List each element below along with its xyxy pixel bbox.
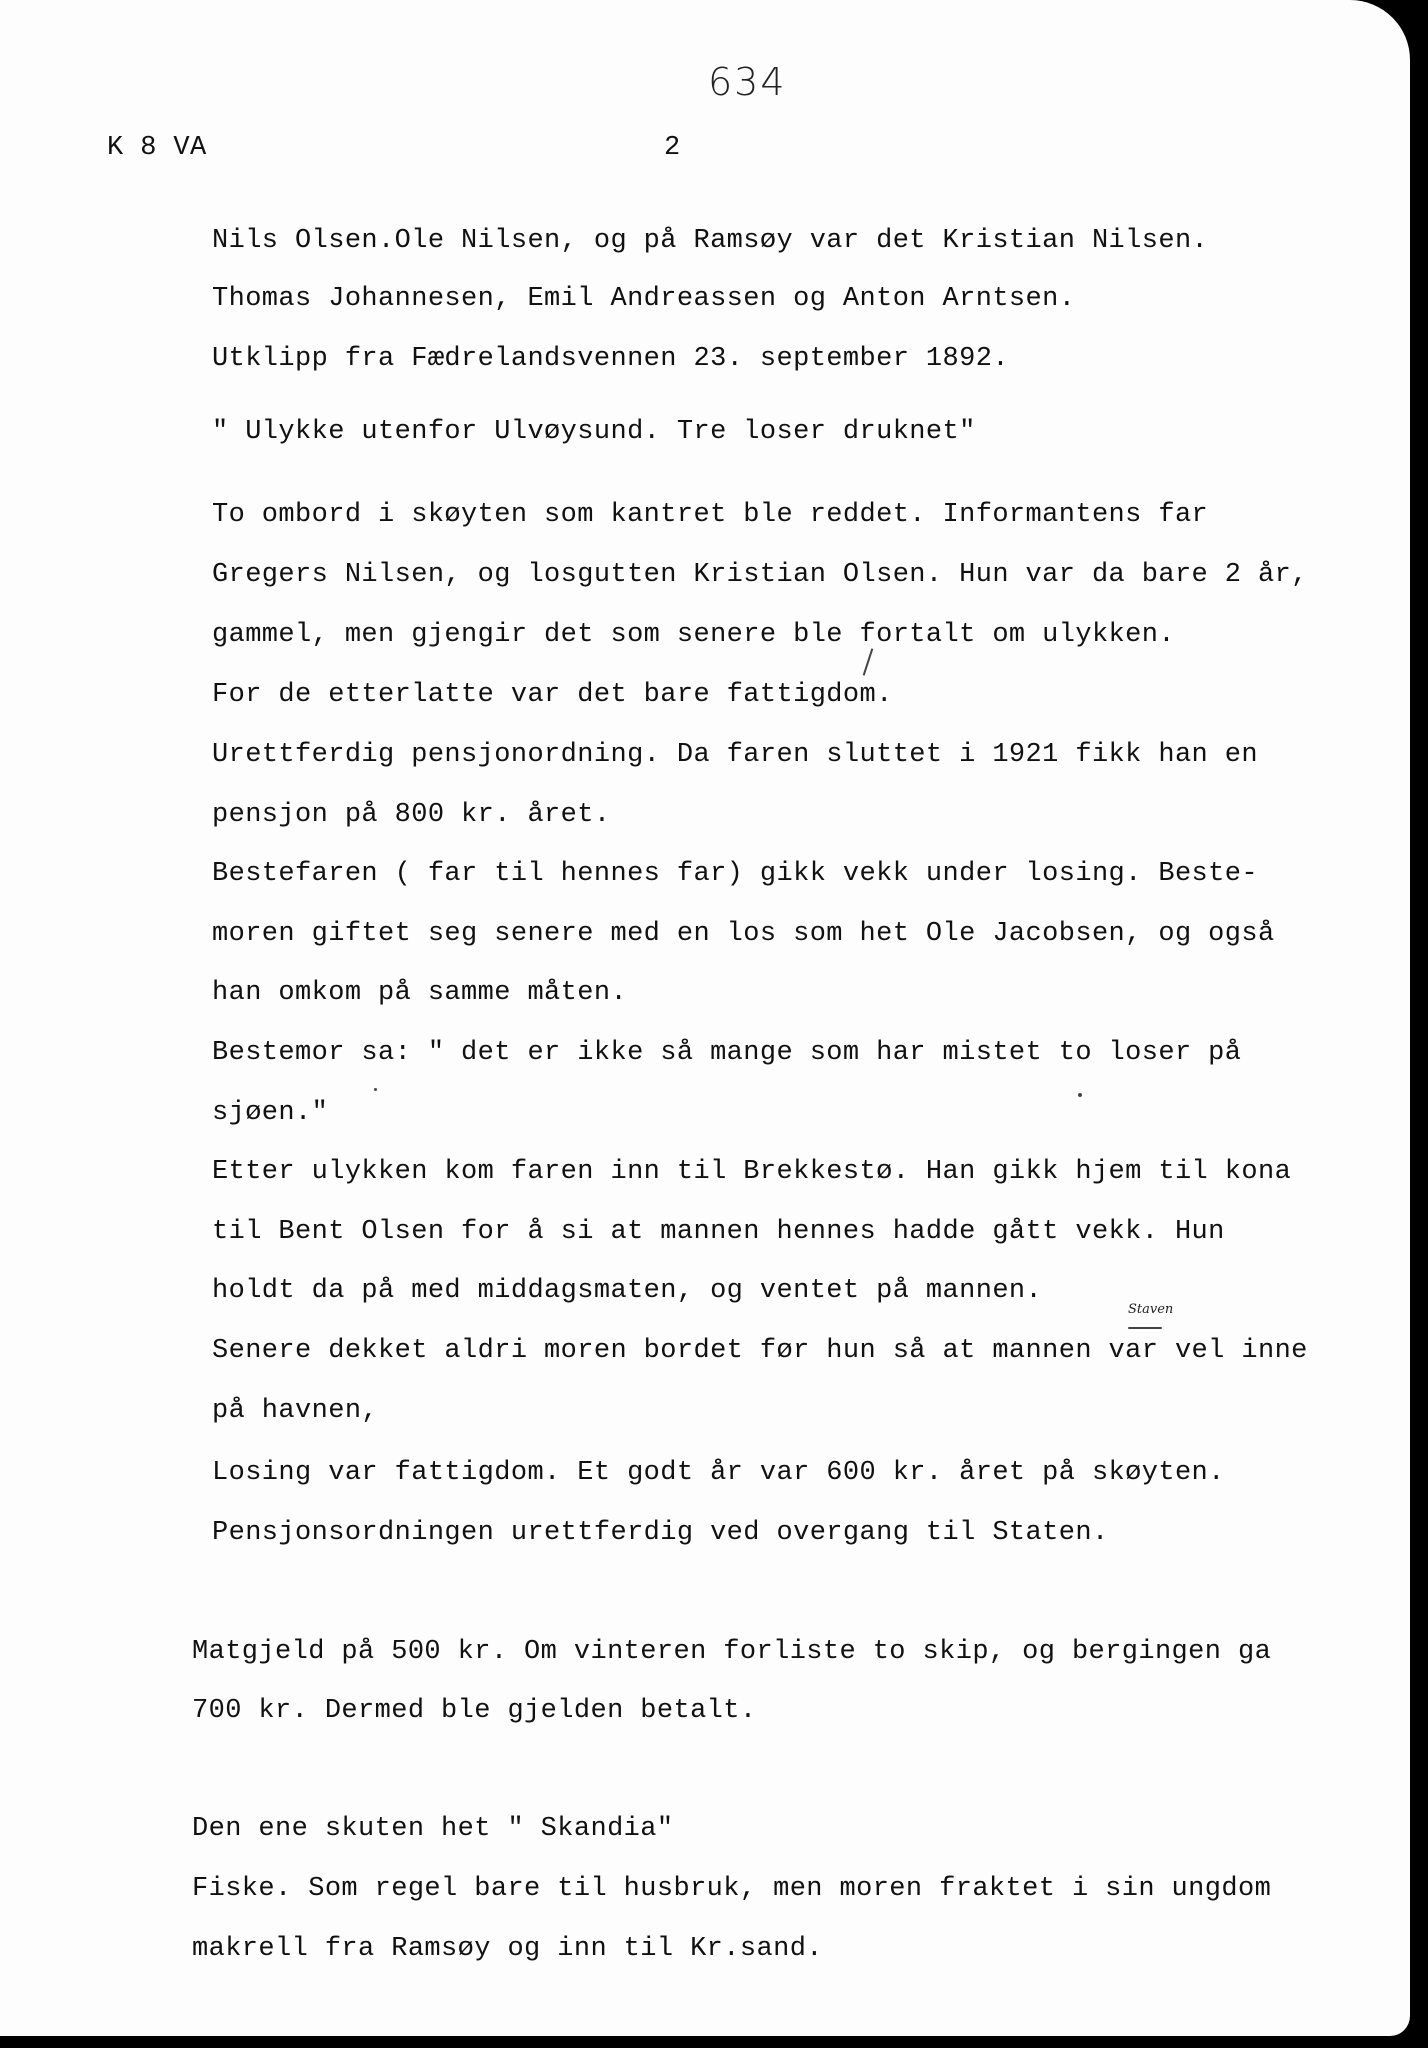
text-line: makrell fra Ramsøy og inn til Kr.sand. (192, 1934, 823, 1964)
text-line: Fiske. Som regel bare til husbruk, men moren fraktet i sin ungdom (192, 1874, 1272, 1904)
ink-speck (1078, 1093, 1082, 1097)
text-line: gammel, men gjengir det som senere ble fortalt om ulykken. (212, 620, 1175, 650)
text-line: til Bent Olsen for å si at mannen hennes hadde gått vekk. Hun (212, 1217, 1225, 1247)
ink-speck (374, 1088, 377, 1091)
handwritten-insert: Staven (1128, 1302, 1174, 1317)
text-line: Den ene skuten het " Skandia" (192, 1814, 674, 1844)
pencil-mark (863, 648, 874, 675)
pencil-caret (1128, 1327, 1162, 1329)
scan-border-bottom (0, 2036, 1428, 2048)
text-line: på havnen, (212, 1396, 379, 1426)
text-line: Etter ulykken kom faren inn til Brekkestø. Han gikk hjem til kona (212, 1157, 1292, 1187)
text-line: Bestefaren ( far til hennes far) gikk vekk under losing. Beste- (212, 859, 1258, 889)
text-line: Pensjonsordningen urettferdig ved overgang til Staten. (212, 1518, 1109, 1548)
scan-border-right (1410, 0, 1428, 2048)
text-line: 700 kr. Dermed ble gjelden betalt. (192, 1696, 757, 1726)
text-line: Thomas Johannesen, Emil Andreassen og Anton Arntsen. (212, 284, 1076, 314)
text-line: han omkom på samme måten. (212, 978, 628, 1008)
text-line: Nils Olsen.Ole Nilsen, og på Ramsøy var det Kristian Nilsen. (212, 226, 1209, 256)
text-line: moren giftet seg senere med en los som het Ole Jacobsen, og også (212, 919, 1275, 949)
sheet-number: 2 (664, 133, 681, 163)
text-line: Gregers Nilsen, og losgutten Kristian Olsen. Hun var da bare 2 år, (212, 560, 1308, 590)
handwritten-page-number: 634 (708, 60, 787, 104)
text-line: Urettferdig pensjonordning. Da faren sluttet i 1921 fikk han en (212, 740, 1258, 770)
text-line: holdt da på med middagsmaten, og ventet på mannen. (212, 1276, 1043, 1306)
archive-code: K 8 VA (107, 133, 207, 163)
text-line: For de etterlatte var det bare fattigdom. (212, 680, 893, 710)
text-line: Bestemor sa: " det er ikke så mange som har mistet to loser på (212, 1038, 1242, 1068)
text-line: Matgjeld på 500 kr. Om vinteren forliste to skip, og bergingen ga (192, 1637, 1272, 1667)
text-line: Utklipp fra Fædrelandsvennen 23. september 1892. (212, 344, 1009, 374)
text-line: pensjon på 800 kr. året. (212, 800, 611, 830)
text-line: Losing var fattigdom. Et godt år var 600 kr. året på skøyten. (212, 1458, 1225, 1488)
text-line: Senere dekket aldri moren bordet før hun så at mannen var vel inne (212, 1336, 1308, 1366)
text-line: To ombord i skøyten som kantret ble reddet. Informantens far (212, 500, 1209, 530)
text-line: " Ulykke utenfor Ulvøysund. Tre loser druknet" (212, 417, 976, 447)
text-line: sjøen." (212, 1098, 329, 1128)
